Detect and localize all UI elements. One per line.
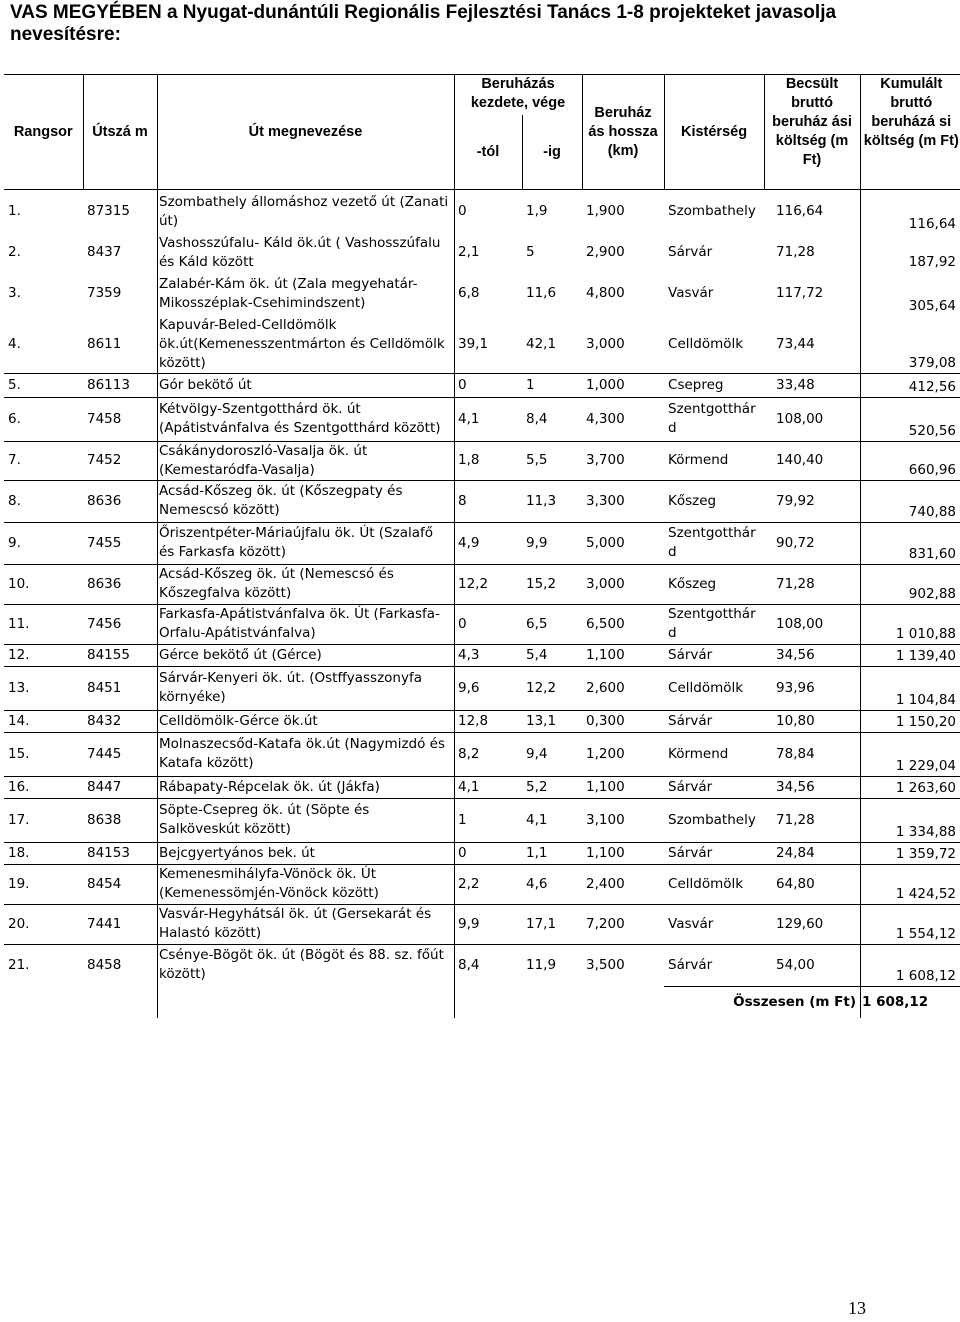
cost-cell: 140,40 xyxy=(764,441,860,480)
road-name-cell: Vashosszúfalu- Káld ök.út ( Vashosszúfalu és Káld között xyxy=(159,234,441,270)
page-title: VAS MEGYÉBEN a Nyugat-dunántúli Regionális Fejlesztési Tanács 1-8 projekteket javasolja nevesítésre: xyxy=(10,2,837,45)
road-number-cell: 7445 xyxy=(83,732,157,776)
road-name-cell: Farkasfa-Apátistvánfalva ök. Út (Farkasfa-Orfalu-Apátistvánfalva) xyxy=(157,604,454,644)
cost-cell: 10,80 xyxy=(764,710,860,732)
road-name-cell: Zalabér-Kám ök. út (Zala megyehatár-Mikosszéplak-Csehimindszent) xyxy=(159,275,418,311)
rank-cell: 6. xyxy=(4,397,83,441)
cumulative-cost-cell: 1 554,12 xyxy=(860,904,960,944)
length-cell: 2,400 xyxy=(582,864,664,904)
cumulative-cost-cell: 902,88 xyxy=(860,564,960,604)
page-number: 13 xyxy=(848,1298,866,1318)
cost-cell: 34,56 xyxy=(764,776,860,798)
length-cell: 3,000 xyxy=(582,564,664,604)
cumulative-cost-cell: 1 104,84 xyxy=(860,666,960,710)
road-number-cell: 84155 xyxy=(83,644,157,666)
region-cell: Szombathely xyxy=(664,798,764,842)
road-number-cell: 8432 xyxy=(83,710,157,732)
road-name-cell: Acsád-Kőszeg ök. út (Kőszegpaty és Nemescsó között) xyxy=(157,480,454,522)
table-row xyxy=(4,604,960,644)
from-km-cell: 9,6 xyxy=(454,666,522,710)
header-tol: -tól xyxy=(454,115,522,190)
table-row xyxy=(4,564,960,604)
to-km-cell: 17,1 xyxy=(522,904,582,944)
road-number-cell: 8437 xyxy=(87,244,122,260)
road-name-cell: Kétvölgy-Szentgotthárd ök. út (Apátistvánfalva és Szentgotthárd között) xyxy=(157,397,454,441)
table-row xyxy=(4,798,960,842)
to-km-cell: 4,6 xyxy=(522,864,582,904)
cumulative-cost-cell: 187,92 xyxy=(908,253,957,270)
road-name-cell: Csénye-Bögöt ök. út (Bögöt és 88. sz. főút között) xyxy=(157,944,454,986)
cost-cell: 64,80 xyxy=(764,864,860,904)
table-row xyxy=(4,522,960,564)
road-number-cell: 86113 xyxy=(83,373,157,397)
length-cell: 2,900 xyxy=(586,244,625,260)
cost-cell: 33,48 xyxy=(764,373,860,397)
region-cell: Sárvár xyxy=(664,644,764,666)
region-cell: Celldömölk xyxy=(668,335,744,352)
road-number-cell: 7456 xyxy=(83,604,157,644)
road-number-cell: 7359 xyxy=(87,285,122,301)
cost-cell: 90,72 xyxy=(764,522,860,564)
from-km-cell: 0 xyxy=(454,373,522,397)
from-km-cell: 0 xyxy=(454,842,522,864)
length-cell: 1,200 xyxy=(582,732,664,776)
length-cell: 1,000 xyxy=(582,373,664,397)
cumulative-cost-cell: 379,08 xyxy=(908,354,957,371)
length-cell: 5,000 xyxy=(582,522,664,564)
road-number-cell: 84153 xyxy=(83,842,157,864)
from-km-cell: 0 xyxy=(454,190,522,234)
rank-cell: 2. xyxy=(8,244,21,260)
road-number-cell: 7458 xyxy=(83,397,157,441)
length-cell: 2,600 xyxy=(582,666,664,710)
cumulative-cost-cell: 412,56 xyxy=(860,373,960,397)
length-cell: 7,200 xyxy=(582,904,664,944)
length-cell: 3,700 xyxy=(582,441,664,480)
road-name-cell: Csákánydoroszló-Vasalja ök. út (Kemestaródfa-Vasalja) xyxy=(157,441,454,480)
cost-cell: 108,00 xyxy=(764,397,860,441)
rank-cell: 5. xyxy=(4,373,83,397)
road-number-cell: 8636 xyxy=(83,480,157,522)
column-rule xyxy=(454,74,455,1018)
table-row xyxy=(4,904,960,944)
road-number-cell: 8451 xyxy=(83,666,157,710)
table-row xyxy=(4,272,960,316)
cumulative-cost-cell: 1 424,52 xyxy=(860,864,960,904)
length-cell: 0,300 xyxy=(582,710,664,732)
road-number-cell: 7452 xyxy=(83,441,157,480)
road-name-cell: Molnaszecsőd-Katafa ök.út (Nagymizdó és Katafa között) xyxy=(157,732,454,776)
rank-cell: 12. xyxy=(4,644,83,666)
length-cell: 3,100 xyxy=(582,798,664,842)
length-cell: 1,100 xyxy=(582,776,664,798)
cumulative-cost-cell: 1 139,40 xyxy=(860,644,960,666)
length-cell: 1,900 xyxy=(582,190,664,234)
header-kezdete: Beruházás kezdete, vége xyxy=(454,75,582,116)
column-rule xyxy=(157,74,158,1018)
from-km-cell: 39,1 xyxy=(458,335,489,352)
to-km-cell: 1 xyxy=(522,373,582,397)
road-number-cell: 8638 xyxy=(83,798,157,842)
cost-cell: 24,84 xyxy=(764,842,860,864)
total-value: 1 608,12 xyxy=(860,986,960,1018)
to-km-cell: 42,1 xyxy=(526,335,557,352)
from-km-cell: 4,1 xyxy=(454,776,522,798)
region-cell: Kőszeg xyxy=(664,564,764,604)
rank-cell: 14. xyxy=(4,710,83,732)
table-row xyxy=(4,644,960,666)
to-km-cell: 8,4 xyxy=(522,397,582,441)
rank-cell: 18. xyxy=(4,842,83,864)
rank-cell: 3. xyxy=(8,285,21,301)
road-name-cell: Gór bekötő út xyxy=(157,373,454,397)
from-km-cell: 9,9 xyxy=(454,904,522,944)
region-cell: Körmend xyxy=(664,732,764,776)
road-name-cell: Celldömölk-Gérce ök.út xyxy=(157,710,454,732)
cost-cell: 116,64 xyxy=(764,190,860,234)
road-name-cell: Kapuvár-Beled-Celldömölk ök.út(Kemenesszentmárton és Celldömölk között) xyxy=(159,316,445,371)
length-cell: 4,300 xyxy=(582,397,664,441)
road-number-cell: 8458 xyxy=(83,944,157,986)
table-row xyxy=(4,666,960,710)
road-name-cell: Rábapaty-Répcelak ök. út (Jákfa) xyxy=(157,776,454,798)
cumulative-cost-cell: 1 010,88 xyxy=(860,604,960,644)
road-number-cell: 8447 xyxy=(83,776,157,798)
road-name-cell: Vasvár-Hegyhátsál ök. út (Gersekarát és Halastó között) xyxy=(157,904,454,944)
to-km-cell: 1,9 xyxy=(522,190,582,234)
from-km-cell: 12,2 xyxy=(454,564,522,604)
total-spacer xyxy=(4,986,664,1018)
region-cell: Sárvár xyxy=(664,776,764,798)
header-kisterseg: Kistérség xyxy=(664,75,764,190)
rank-cell: 9. xyxy=(4,522,83,564)
cost-cell: 71,28 xyxy=(764,564,860,604)
header-rangsor: Rangsor xyxy=(4,75,83,190)
table-row xyxy=(4,732,960,776)
region-cell: Szentgotthár d xyxy=(664,397,764,441)
from-km-cell: 2,2 xyxy=(454,864,522,904)
cost-cell: 34,56 xyxy=(764,644,860,666)
table-row xyxy=(4,480,960,522)
road-name-cell: Őriszentpéter-Máriaújfalu ök. Út (Szalafő és Farkasfa között) xyxy=(157,522,454,564)
cumulative-cost-cell: 1 150,20 xyxy=(860,710,960,732)
cost-cell: 129,60 xyxy=(764,904,860,944)
to-km-cell: 5 xyxy=(526,244,535,260)
cost-cell: 71,28 xyxy=(776,244,815,260)
length-cell: 3,500 xyxy=(582,944,664,986)
cost-cell: 93,96 xyxy=(764,666,860,710)
rank-cell: 13. xyxy=(4,666,83,710)
to-km-cell: 12,2 xyxy=(522,666,582,710)
from-km-cell: 0 xyxy=(454,604,522,644)
from-km-cell: 8,2 xyxy=(454,732,522,776)
cumulative-cost-cell: 1 608,12 xyxy=(860,944,960,986)
from-km-cell: 8,4 xyxy=(454,944,522,986)
rank-cell: 11. xyxy=(4,604,83,644)
to-km-cell: 5,2 xyxy=(522,776,582,798)
cumulative-cost-cell: 520,56 xyxy=(860,397,960,441)
to-km-cell: 5,5 xyxy=(522,441,582,480)
road-name-cell: Sárvár-Kenyeri ök. út. (Ostffyasszonyfa környéke) xyxy=(157,666,454,710)
region-cell: Szombathely xyxy=(664,190,764,234)
table-row xyxy=(4,373,960,397)
region-cell: Sárvár xyxy=(664,944,764,986)
projects-table xyxy=(4,74,960,1018)
road-name-cell: Gérce bekötő út (Gérce) xyxy=(157,644,454,666)
region-cell: Vasvár xyxy=(668,285,714,301)
header-megnevezes: Út megnevezése xyxy=(157,75,454,190)
cumulative-cost-cell: 660,96 xyxy=(860,441,960,480)
road-name-cell: Bejcgyertyános bek. út xyxy=(157,842,454,864)
road-number-cell: 8636 xyxy=(83,564,157,604)
length-cell: 4,800 xyxy=(586,285,625,301)
header-utszam: Útszá m xyxy=(83,75,157,190)
header-kumulalt: Kumulált bruttó beruházá si költség (m Ft) xyxy=(860,75,960,190)
rank-cell: 16. xyxy=(4,776,83,798)
region-cell: Celldömölk xyxy=(664,666,764,710)
to-km-cell: 4,1 xyxy=(522,798,582,842)
road-number-cell: 7455 xyxy=(83,522,157,564)
rank-cell: 4. xyxy=(8,335,21,352)
cost-cell: 79,92 xyxy=(764,480,860,522)
from-km-cell: 6,8 xyxy=(458,285,480,301)
table-row xyxy=(4,776,960,798)
road-name-cell: Söpte-Csepreg ök. út (Söpte és Salköveskút között) xyxy=(157,798,454,842)
region-cell: Sárvár xyxy=(664,842,764,864)
road-name-cell: Kemenesmihályfa-Vönöck ök. Út (Kemenessömjén-Vönöck között) xyxy=(157,864,454,904)
rank-cell: 15. xyxy=(4,732,83,776)
region-cell: Körmend xyxy=(664,441,764,480)
length-cell: 1,100 xyxy=(582,644,664,666)
total-label: Összesen (m Ft) xyxy=(664,986,860,1018)
road-number-cell: 8611 xyxy=(87,335,122,352)
rank-cell: 1. xyxy=(4,190,83,234)
table-row xyxy=(4,710,960,732)
from-km-cell: 4,3 xyxy=(454,644,522,666)
rank-cell: 21. xyxy=(4,944,83,986)
road-name-cell: Acsád-Kőszeg ök. út (Nemescsó és Kőszegfalva között) xyxy=(157,564,454,604)
cumulative-cost-cell: 1 263,60 xyxy=(860,776,960,798)
header-hossza: Beruház ás hossza (km) xyxy=(582,75,664,190)
column-rule xyxy=(860,74,861,1018)
cost-cell: 73,44 xyxy=(776,335,815,352)
cumulative-cost-cell: 1 334,88 xyxy=(860,798,960,842)
from-km-cell: 4,9 xyxy=(454,522,522,564)
region-cell: Szentgotthár d xyxy=(664,522,764,564)
table-row xyxy=(4,864,960,904)
cumulative-cost-cell: 116,64 xyxy=(860,190,960,234)
to-km-cell: 5,4 xyxy=(522,644,582,666)
region-cell: Szentgotthár d xyxy=(664,604,764,644)
cumulative-cost-cell: 1 359,72 xyxy=(860,842,960,864)
from-km-cell: 4,1 xyxy=(454,397,522,441)
header-ig: -ig xyxy=(522,115,582,190)
table-row xyxy=(4,944,960,986)
cumulative-cost-cell: 305,64 xyxy=(908,297,957,314)
cost-cell: 78,84 xyxy=(764,732,860,776)
to-km-cell: 15,2 xyxy=(522,564,582,604)
to-km-cell: 11,6 xyxy=(526,285,557,301)
length-cell: 1,100 xyxy=(582,842,664,864)
to-km-cell: 1,1 xyxy=(522,842,582,864)
region-cell: Kőszeg xyxy=(664,480,764,522)
region-cell: Csepreg xyxy=(664,373,764,397)
table-row xyxy=(4,316,960,374)
rank-cell: 10. xyxy=(4,564,83,604)
cost-cell: 54,00 xyxy=(764,944,860,986)
cumulative-cost-cell: 740,88 xyxy=(860,480,960,522)
table-row xyxy=(4,441,960,480)
from-km-cell: 12,8 xyxy=(454,710,522,732)
to-km-cell: 6,5 xyxy=(522,604,582,644)
road-name-cell: Szombathely állomáshoz vezető út (Zanati út) xyxy=(157,190,454,234)
header-koltseg: Becsült bruttó beruház ási költség (m Ft) xyxy=(764,75,860,190)
length-cell: 6,500 xyxy=(582,604,664,644)
length-cell: 3,300 xyxy=(582,480,664,522)
road-number-cell: 87315 xyxy=(83,190,157,234)
road-number-cell: 8454 xyxy=(83,864,157,904)
from-km-cell: 2,1 xyxy=(458,244,480,260)
region-cell: Sárvár xyxy=(664,710,764,732)
from-km-cell: 1,8 xyxy=(454,441,522,480)
road-number-cell: 7441 xyxy=(83,904,157,944)
cost-cell: 117,72 xyxy=(776,285,824,301)
cost-cell: 108,00 xyxy=(764,604,860,644)
to-km-cell: 11,3 xyxy=(522,480,582,522)
cumulative-cost-cell: 831,60 xyxy=(860,522,960,564)
rank-cell: 7. xyxy=(4,441,83,480)
table-row xyxy=(4,842,960,864)
rank-cell: 8. xyxy=(4,480,83,522)
region-cell: Vasvár xyxy=(664,904,764,944)
cost-cell: 71,28 xyxy=(764,798,860,842)
rank-cell: 17. xyxy=(4,798,83,842)
to-km-cell: 9,4 xyxy=(522,732,582,776)
region-cell: Celldömölk xyxy=(664,864,764,904)
region-cell: Sárvár xyxy=(668,244,713,260)
table-row xyxy=(4,397,960,441)
to-km-cell: 11,9 xyxy=(522,944,582,986)
total-row xyxy=(4,986,960,1018)
from-km-cell: 8 xyxy=(454,480,522,522)
table-row xyxy=(4,234,960,272)
cumulative-cost-cell: 1 229,04 xyxy=(860,732,960,776)
rank-cell: 19. xyxy=(4,864,83,904)
from-km-cell: 1 xyxy=(454,798,522,842)
to-km-cell: 13,1 xyxy=(522,710,582,732)
length-cell: 3,000 xyxy=(586,335,625,352)
to-km-cell: 9,9 xyxy=(522,522,582,564)
table-row xyxy=(4,190,960,234)
rank-cell: 20. xyxy=(4,904,83,944)
